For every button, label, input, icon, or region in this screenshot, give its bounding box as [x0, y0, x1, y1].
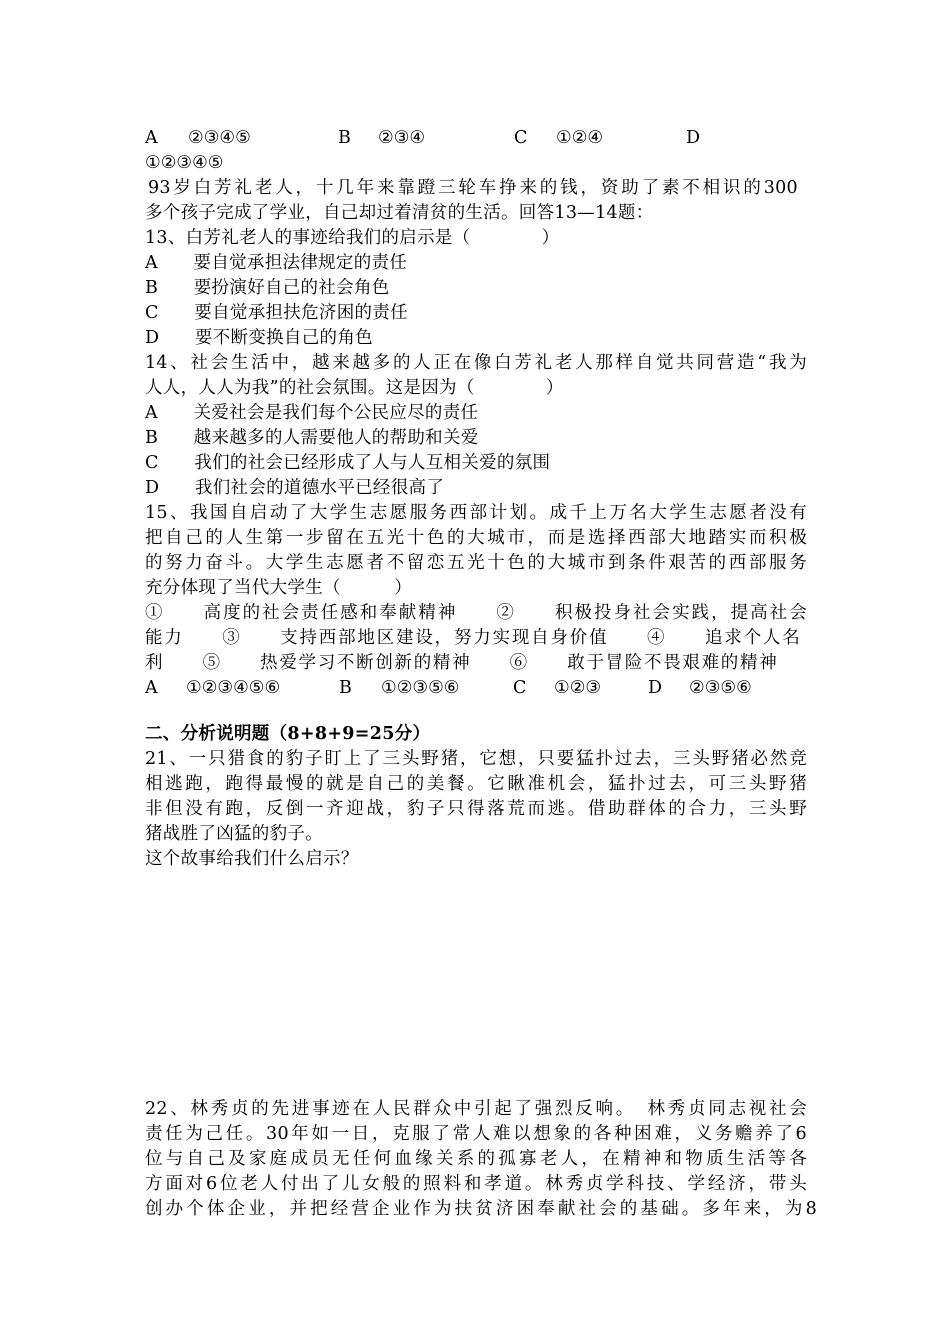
- q21-line4: 猪战胜了凶猛的豹子。: [145, 824, 323, 844]
- q15-answer-a-label: A: [145, 678, 158, 698]
- intro-13-14-line1: 93岁白芳礼老人，十几年来靠蹬三轮车挣来的钱，资助了素不相识的300: [148, 178, 798, 198]
- q15-answer-c-label: C: [513, 678, 527, 698]
- q15-line5: ① 高度的社会责任感和奉献精神 ② 积极投身社会实践，提高社会: [145, 603, 807, 623]
- q21-line3: 非但没有跑，反倒一齐迎战，豹子只得落荒而逃。借助群体的合力，三头野: [145, 799, 807, 819]
- q12-option-d-label: D: [686, 128, 701, 148]
- q15-answer-d-label: D: [648, 678, 663, 698]
- section2-heading: 二、分析说明题（8+8+9=25分）: [145, 724, 431, 744]
- q14-stem-line1: 14、社会生活中，越来越多的人正在像白芳礼老人那样自觉共同营造“我为: [145, 353, 807, 373]
- q14-option-d: D 我们社会的道德水平已经很高了: [145, 478, 445, 498]
- q15-line2: 把自己的人生第一步留在五光十色的大城市，而是选择西部大地踏实而积极: [145, 528, 807, 548]
- q14-option-b: B 越来越多的人需要他人的帮助和关爱: [145, 428, 479, 448]
- q15-answer-b-label: B: [339, 678, 352, 698]
- q12-option-c-label: C: [514, 128, 528, 148]
- q15-line3: 的努力奋斗。大学生志愿者不留恋五光十色的大城市到条件艰苦的西部服务: [145, 553, 807, 573]
- q22-line5: 创办个体企业，并把经营企业作为扶贫济困奉献社会的基础。多年来，为8: [145, 1199, 817, 1219]
- q15-line1: 15、我国自启动了大学生志愿服务西部计划。成千上万名大学生志愿者没有: [145, 503, 807, 523]
- q15-line4: 充分体现了当代大学生（ ）: [145, 578, 412, 598]
- q21-line1: 21、一只猎食的豹子盯上了三头野猪，它想，只要猛扑过去，三头野猪必然竞: [145, 749, 807, 769]
- q22-line4: 方面对6位老人付出了儿女般的照料和孝道。林秀贞学科技、学经济，带头: [145, 1174, 807, 1194]
- q13-option-b: B 要扮演好自己的社会角色: [145, 278, 390, 298]
- q22-line1: 22、林秀贞的先进事迹在人民群众中引起了强烈反响。 林秀贞同志视社会: [145, 1099, 807, 1119]
- q15-answer-c-value: ①②③: [554, 678, 602, 698]
- q12-option-d-value: ①②③④⑤: [145, 153, 224, 173]
- q13-option-d: D 要不断变换自己的角色: [145, 328, 373, 348]
- q21-question: 这个故事给我们什么启示？: [145, 849, 359, 869]
- q14-option-c: C 我们的社会已经形成了人与人互相关爱的氛围: [145, 453, 551, 473]
- q12-option-b-value: ②③④: [378, 128, 426, 148]
- q21-line2: 相逃跑，跑得最慢的就是自己的美餐。它瞅准机会，猛扑过去，可三头野猪: [145, 774, 807, 794]
- q13-option-a: A 要自觉承担法律规定的责任: [145, 253, 408, 273]
- q15-answer-d-value: ②③⑤⑥: [689, 678, 752, 698]
- q12-option-c-value: ①②④: [556, 128, 604, 148]
- q15-answer-a-value: ①②③④⑤⑥: [186, 678, 281, 698]
- q13-option-c: C 要自觉承担扶危济困的责任: [145, 303, 408, 323]
- intro-13-14-line2: 多个孩子完成了学业，自己却过着清贫的生活。回答13—14题：: [145, 203, 654, 223]
- q12-option-a-label: A: [145, 128, 158, 148]
- q22-line2: 责任为己任。30年如一日，克服了常人难以想象的各种困难，义务赡养了6: [145, 1124, 807, 1144]
- q13-stem: 13、白芳礼老人的事迹给我们的启示是（ ）: [145, 228, 560, 248]
- q15-answer-b-value: ①②③⑤⑥: [381, 678, 460, 698]
- q15-line7: 利 ⑤ 热爱学习不断创新的精神 ⑥ 敢于冒险不畏艰难的精神: [145, 653, 777, 673]
- q14-option-a: A 关爱社会是我们每个公民应尽的责任: [145, 403, 479, 423]
- q15-line6: 能力 ③ 支持西部地区建设，努力实现自身价值 ④ 追求个人名: [145, 628, 800, 648]
- q22-line3: 位与自己及家庭成员无任何血缘关系的孤寡老人，在精神和物质生活等各: [145, 1149, 807, 1169]
- q12-option-b-label: B: [338, 128, 351, 148]
- q14-stem-line2: 人人，人人为我”的社会氛围。这是因为（ ）: [145, 378, 564, 398]
- q12-option-a-value: ②③④⑤: [188, 128, 251, 148]
